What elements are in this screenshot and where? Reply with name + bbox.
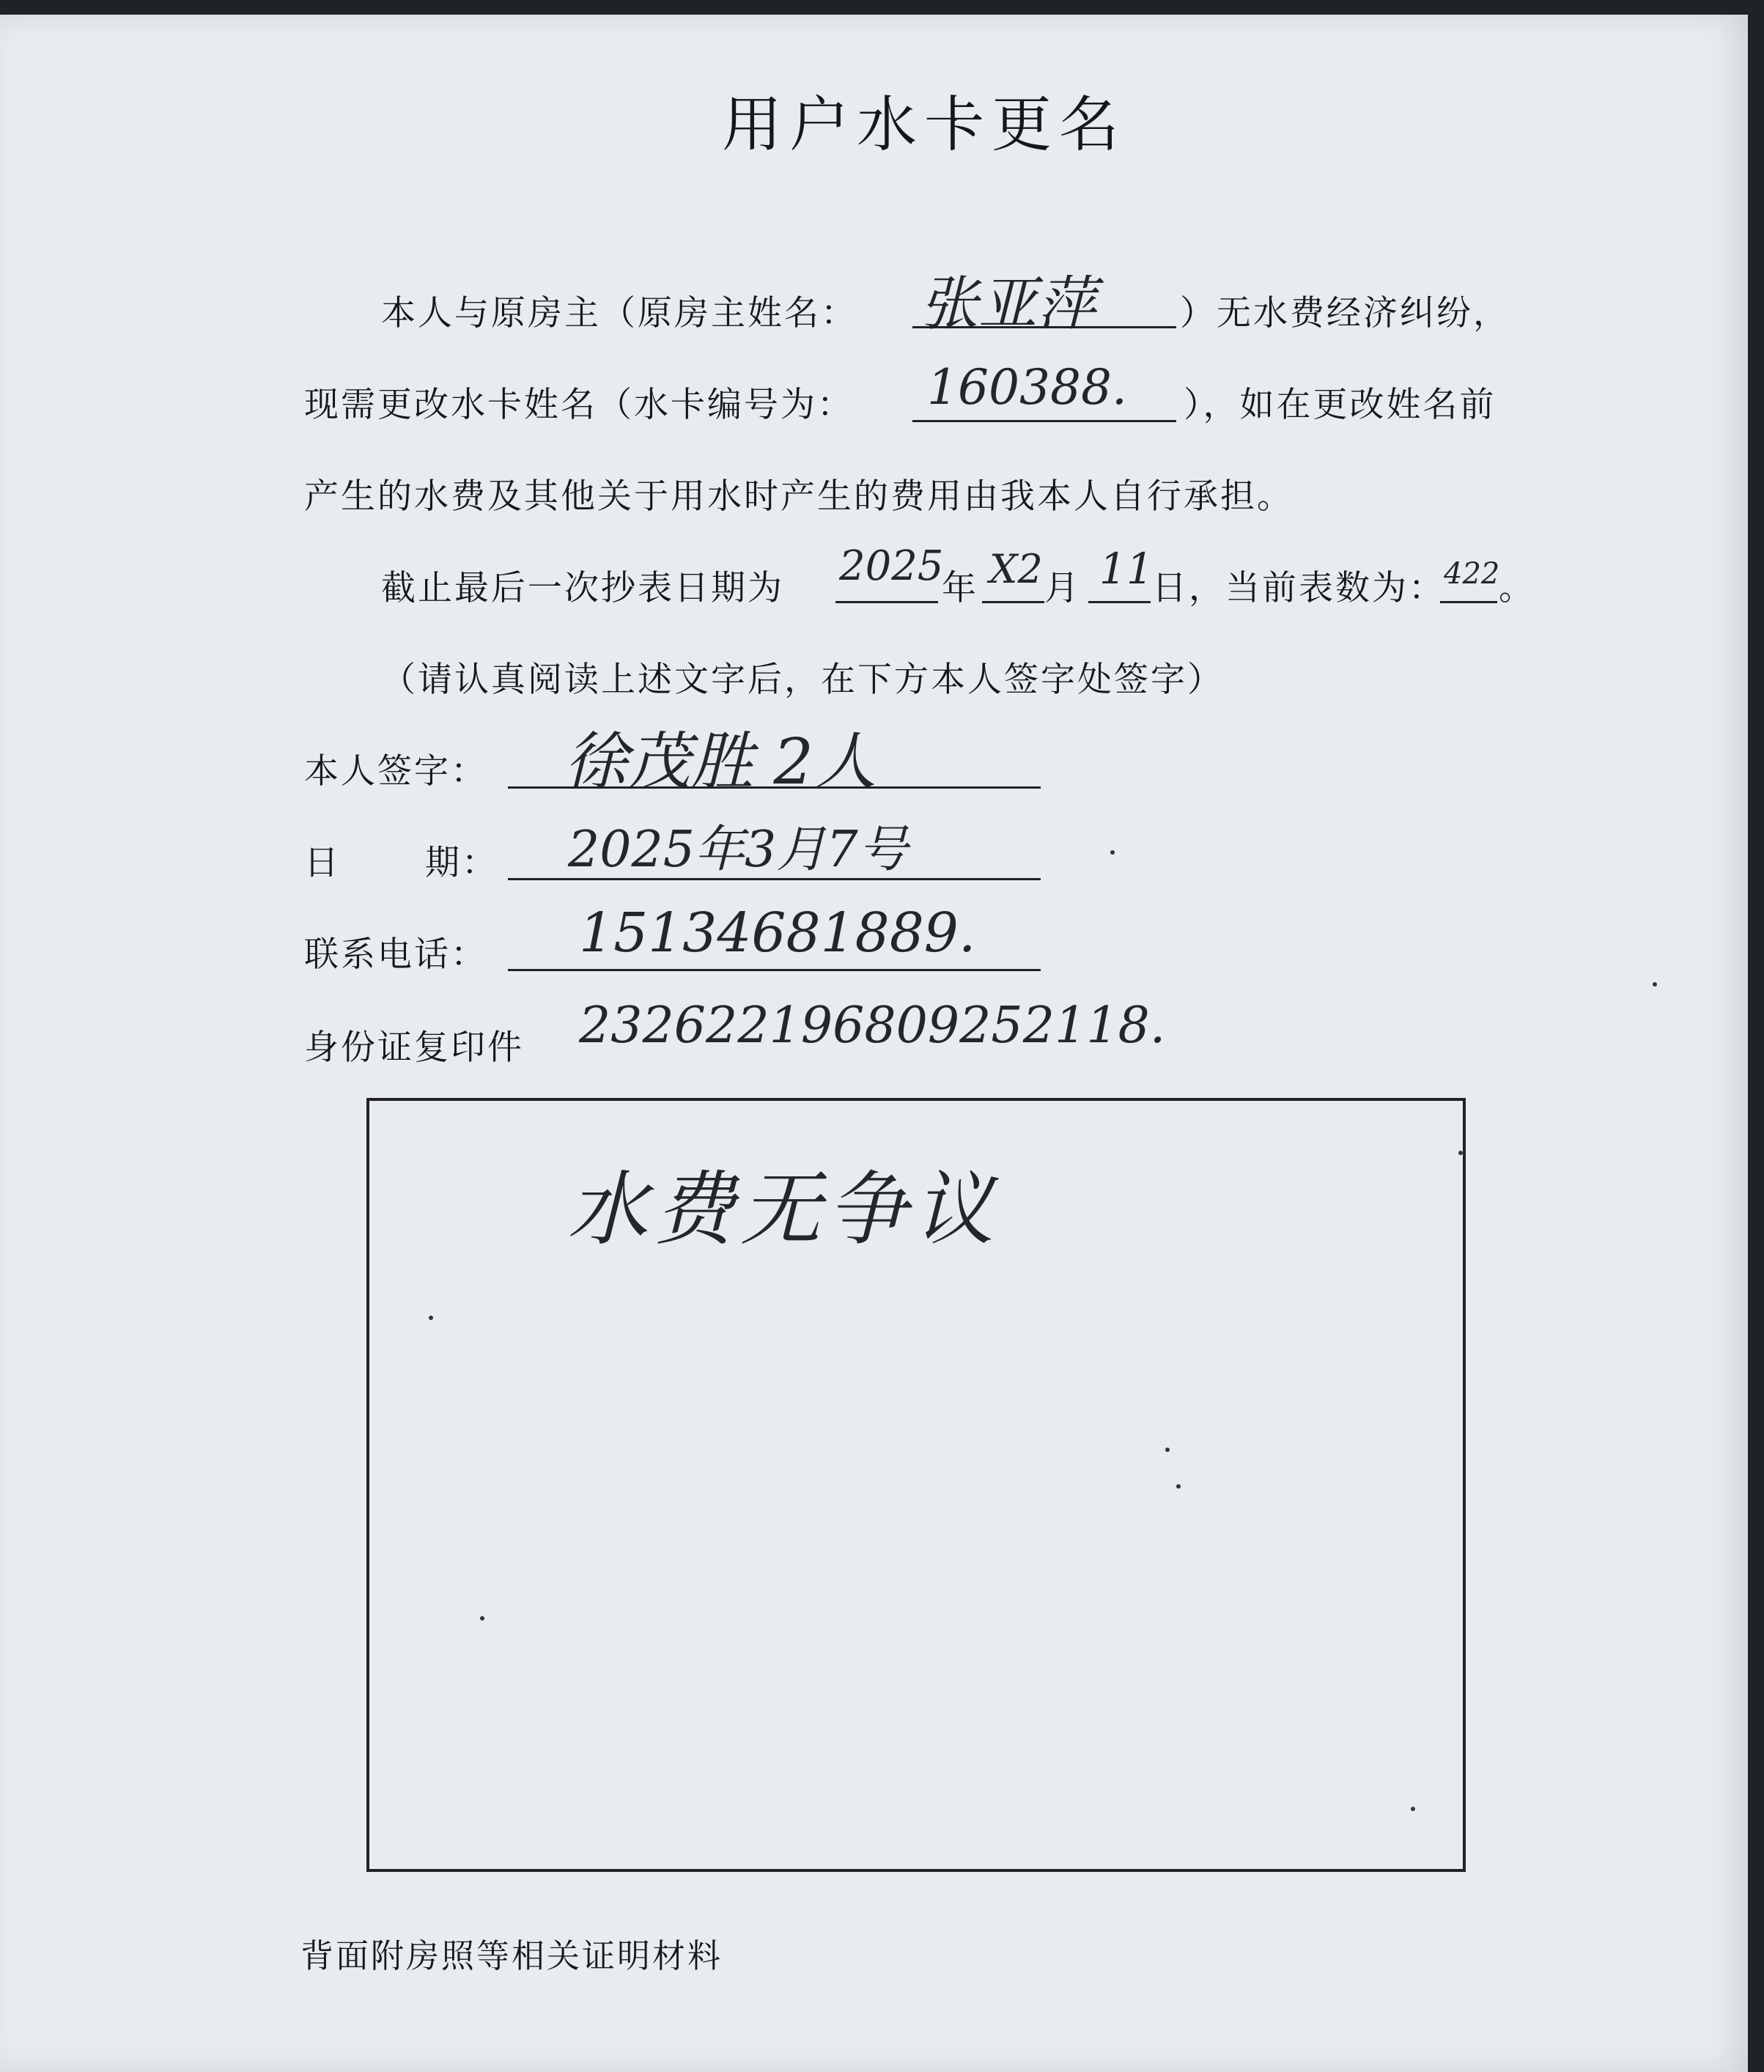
scan-speck (429, 1316, 433, 1320)
box-note-handwritten: 水费无争议 (567, 1162, 1000, 1256)
id-copy-box (366, 1098, 1466, 1872)
owner-text-prefix: 本人与原房主（原房主姓名： (381, 293, 857, 333)
signature-label: 本人签字： (304, 751, 487, 792)
phone-handwritten: 15134681889. (579, 902, 976, 965)
reading-month-handwritten: X2 (989, 546, 1043, 592)
card-number-handwritten: 160388. (927, 359, 1127, 416)
card-text-suffix: ），如在更改姓名前 (1184, 385, 1497, 425)
id-number-handwritten: 232622196809252118. (579, 997, 1166, 1055)
liability-text: 产生的水费及其他关于用水时产生的费用由我本人自行承担。 (304, 476, 1294, 517)
document-page (0, 15, 1748, 2072)
form-title: 用户水卡更名 (722, 90, 1127, 160)
scan-speck (1176, 1484, 1181, 1489)
meter-value-underline (1440, 601, 1497, 603)
period-char: 。 (1499, 568, 1535, 608)
instruction-note: （请认真阅读上述文字后，在下方本人签字处签字） (381, 660, 1224, 700)
year-char: 年 (942, 568, 978, 608)
meter-value-handwritten: 422 (1444, 557, 1500, 591)
reading-month-underline (982, 601, 1044, 603)
card-number-underline (912, 420, 1176, 422)
signature-handwritten: 徐茂胜 2人 (564, 726, 877, 799)
owner-text-suffix: ）无水费经济纠纷， (1180, 293, 1510, 333)
id-copy-label: 身份证复印件 (304, 1028, 524, 1068)
scan-speck (480, 1616, 484, 1621)
signature-underline (508, 786, 1041, 789)
scan-speck (1110, 850, 1115, 855)
scan-speck (1165, 1448, 1170, 1452)
reading-day-handwritten: 11 (1099, 544, 1154, 594)
reading-year-underline (835, 601, 938, 603)
reading-text-suffix: 日，当前表数为： (1152, 568, 1445, 608)
month-char: 月 (1044, 568, 1081, 608)
date-underline (508, 878, 1041, 880)
reading-day-underline (1088, 601, 1151, 603)
owner-name-handwritten: 张亚萍 (920, 270, 1096, 338)
owner-name-underline (912, 326, 1176, 328)
scan-speck (1653, 982, 1657, 987)
date-label-first: 日 (304, 843, 341, 883)
scan-speck (1458, 1151, 1463, 1155)
footer-note: 背面附房照等相关证明材料 (300, 1936, 723, 1975)
card-text-prefix: 现需更改水卡姓名（水卡编号为： (304, 385, 854, 425)
phone-label: 联系电话： (304, 934, 487, 975)
reading-text-prefix: 截止最后一次抄表日期为 (381, 568, 784, 608)
scan-speck (1411, 1807, 1415, 1811)
date-handwritten: 2025年3月7号 (568, 821, 908, 879)
phone-underline (508, 969, 1041, 971)
date-label-second: 期： (425, 843, 498, 883)
reading-year-handwritten: 2025 (839, 542, 944, 590)
